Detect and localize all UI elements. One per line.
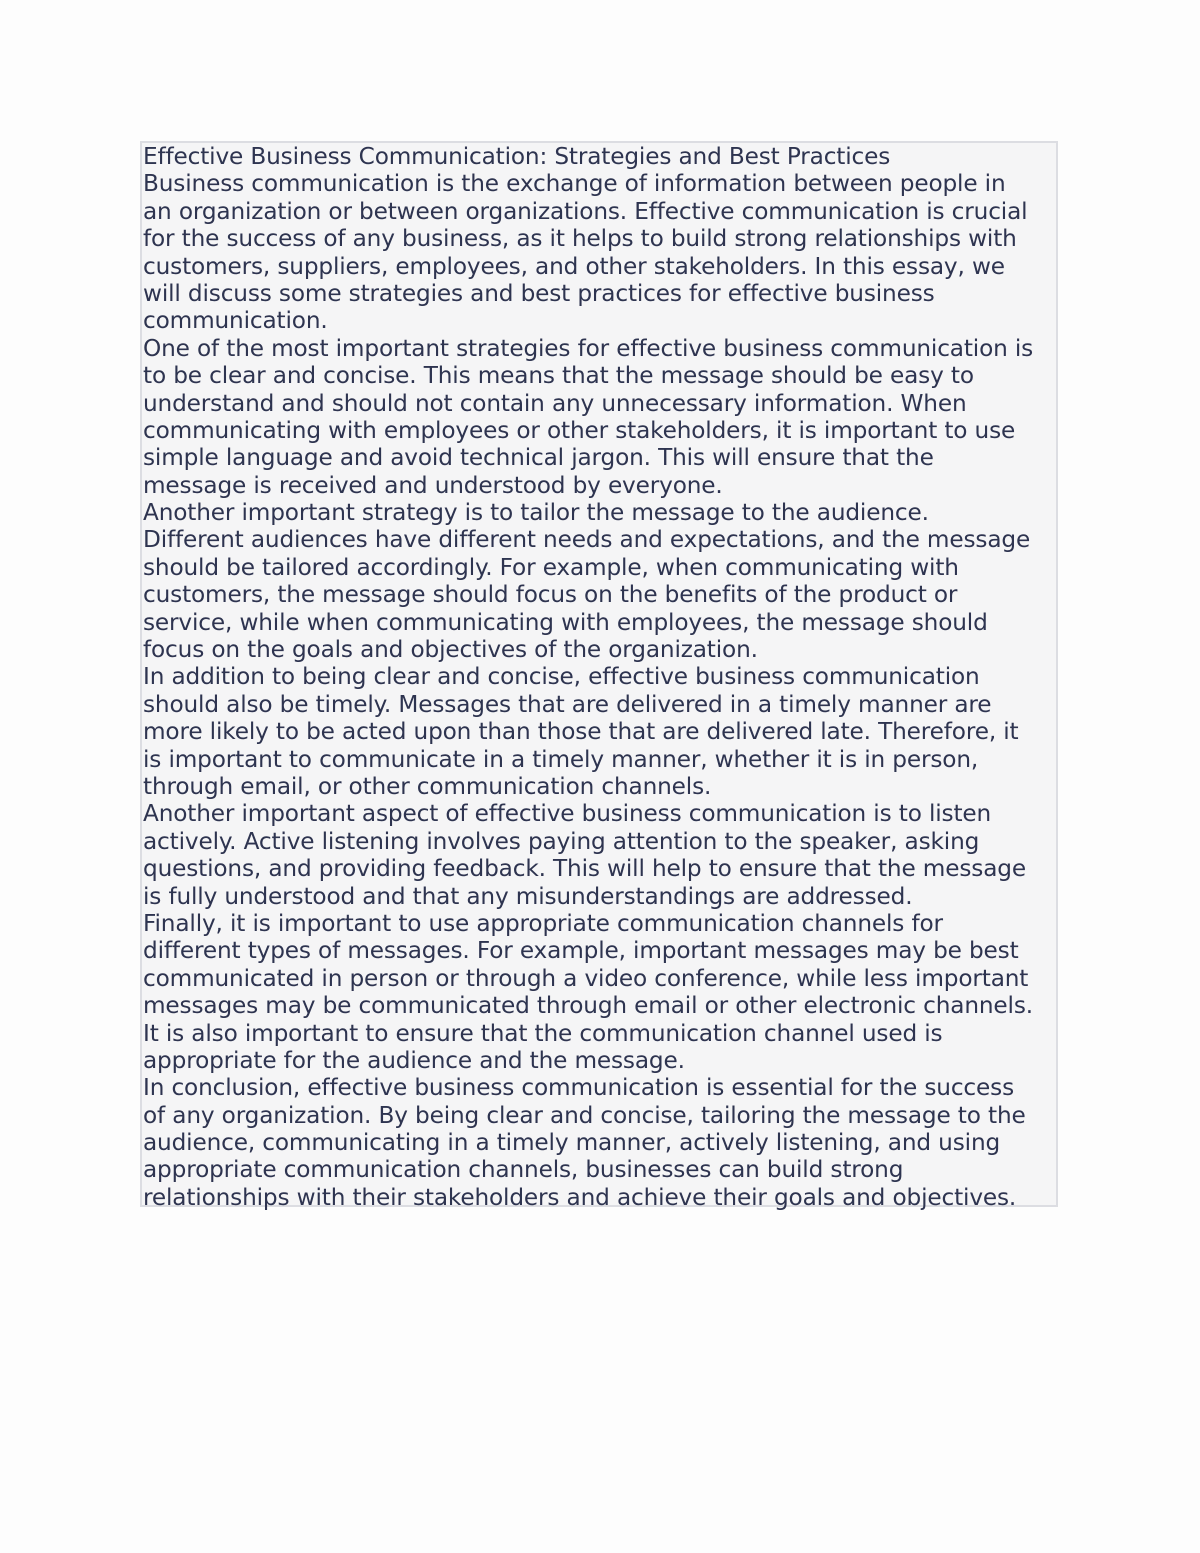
essay-line: service, while when communicating with employees, the message should	[143, 608, 988, 636]
essay-line: more likely to be acted upon than those that are delivered late. Therefore, it	[143, 718, 1019, 746]
essay-line: Another important aspect of effective business communication is to listen	[143, 800, 992, 828]
essay-line: Business communication is the exchange of information between people in	[143, 170, 1006, 198]
essay-line: Different audiences have different needs and expectations, and the message	[143, 526, 1031, 554]
essay-line: messages may be communicated through email or other electronic channels.	[143, 992, 1033, 1020]
essay-line: appropriate for the audience and the message.	[143, 1046, 685, 1074]
essay-line: should be tailored accordingly. For example, when communicating with	[143, 553, 959, 581]
essay-line: communication.	[143, 307, 328, 335]
essay-line: questions, and providing feedback. This will help to ensure that the message	[143, 855, 1026, 883]
essay-line: Another important strategy is to tailor the message to the audience.	[143, 499, 929, 527]
essay-line: In addition to being clear and concise, effective business communication	[143, 663, 980, 691]
essay-line: through email, or other communication channels.	[143, 772, 712, 800]
essay-line: focus on the goals and objectives of the organization.	[143, 636, 758, 664]
essay-line: should also be timely. Messages that are delivered in a timely manner are	[143, 690, 992, 718]
essay-line: is important to communicate in a timely manner, whether it is in person,	[143, 745, 979, 773]
essay-line: to be clear and concise. This means that the message should be easy to	[143, 362, 974, 390]
essay-line: simple language and avoid technical jargon. This will ensure that the	[143, 444, 934, 472]
essay-line: In conclusion, effective business communication is essential for the success	[143, 1074, 1015, 1102]
essay-line: communicating with employees or other stakeholders, it is important to use	[143, 416, 1016, 444]
essay-line: actively. Active listening involves paying attention to the speaker, asking	[143, 827, 980, 855]
essay-line: of any organization. By being clear and concise, tailoring the message to the	[143, 1101, 1026, 1129]
essay-line: communicated in person or through a video conference, while less important	[143, 964, 1029, 992]
essay-line: Finally, it is important to use appropriate communication channels for	[143, 909, 943, 937]
essay-line: customers, suppliers, employees, and other stakeholders. In this essay, we	[143, 252, 1005, 280]
essay-line: for the success of any business, as it helps to build strong relationships with	[143, 225, 1017, 253]
essay-line: It is also important to ensure that the communication channel used is	[143, 1019, 943, 1047]
essay-body	[143, 170, 1056, 1211]
essay-line: is fully understood and that any misunderstandings are addressed.	[143, 882, 913, 910]
essay-line: appropriate communication channels, businesses can build strong	[143, 1156, 904, 1184]
essay-line: audience, communicating in a timely manner, actively listening, and using	[143, 1129, 1001, 1157]
essay-line: an organization or between organizations. Effective communication is crucial	[143, 197, 1028, 225]
essay-line: will discuss some strategies and best practices for effective business	[143, 279, 935, 307]
essay-line: understand and should not contain any unnecessary information. When	[143, 389, 967, 417]
essay-title: Effective Business Communication: Strategies and Best Practices	[143, 143, 891, 170]
essay-line: customers, the message should focus on the benefits of the product or	[143, 581, 958, 609]
essay-text-box	[140, 141, 1058, 1211]
essay-line: relationships with their stakeholders and achieve their goals and objectives.	[143, 1183, 1017, 1211]
essay-line: different types of messages. For example, important messages may be best	[143, 937, 1019, 965]
essay-line: message is received and understood by everyone.	[143, 471, 723, 499]
essay-line: One of the most important strategies for effective business communication is	[143, 334, 1034, 362]
